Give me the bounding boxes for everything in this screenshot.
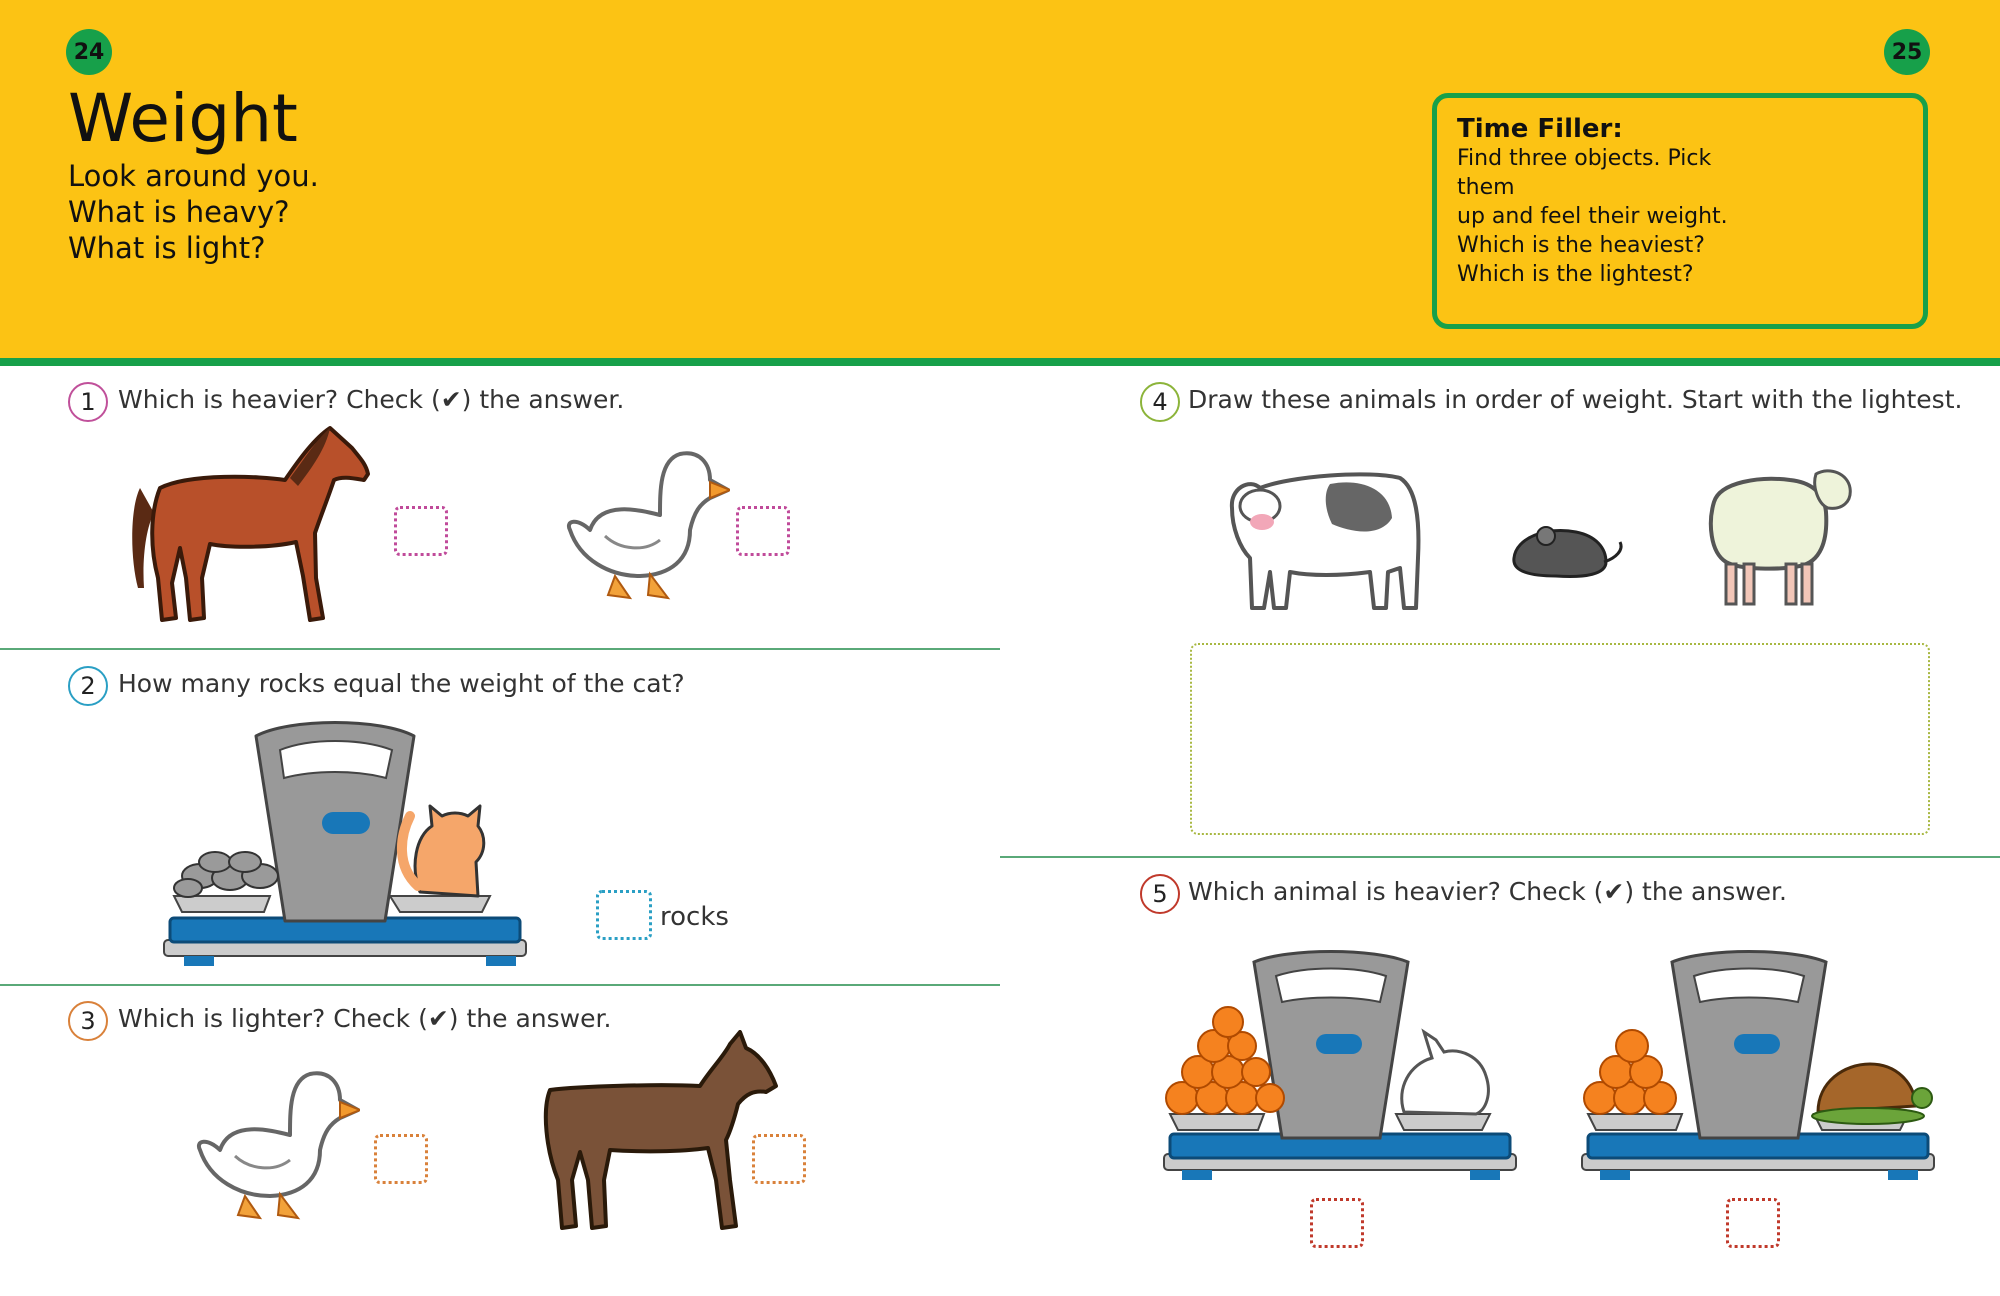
page-title: Weight xyxy=(68,80,298,157)
question-2-text: How many rocks equal the weight of the cat? xyxy=(118,669,685,698)
intro-line: What is heavy? xyxy=(68,195,290,229)
answer-checkbox[interactable] xyxy=(752,1134,806,1184)
scale-with-rabbit-icon xyxy=(1160,948,1520,1188)
intro-line: Look around you. xyxy=(68,159,319,193)
answer-checkbox[interactable] xyxy=(1310,1198,1364,1248)
question-2-number: 2 xyxy=(68,666,108,706)
question-3-text: Which is lighter? Check (✔) the answer. xyxy=(118,1004,612,1033)
rocks-answer-box[interactable] xyxy=(596,890,652,940)
duck-icon xyxy=(560,440,730,610)
question-4-text: Draw these animals in order of weight. Start with the lightest. xyxy=(1188,385,1963,414)
section-divider xyxy=(0,984,1000,986)
goat-icon xyxy=(540,1030,780,1240)
horse-icon xyxy=(120,418,380,638)
page-number-right: 25 xyxy=(1884,29,1930,75)
time-filler-line: Which is the heaviest? xyxy=(1457,233,1705,258)
time-filler-box xyxy=(1432,93,1928,329)
drawing-area[interactable] xyxy=(1190,643,1930,835)
mouse-icon xyxy=(1506,514,1626,584)
time-filler-line: Which is the lightest? xyxy=(1457,262,1694,287)
page-number-left: 24 xyxy=(66,29,112,75)
time-filler-line: up and feel their weight. xyxy=(1457,204,1728,229)
scale-with-tortoise-icon xyxy=(1578,948,1938,1188)
answer-checkbox[interactable] xyxy=(1726,1198,1780,1248)
section-divider xyxy=(1000,856,2000,858)
question-4-number: 4 xyxy=(1140,382,1180,422)
duck-icon xyxy=(190,1060,360,1230)
rocks-label: rocks xyxy=(660,902,729,932)
answer-checkbox[interactable] xyxy=(374,1134,428,1184)
question-1-number: 1 xyxy=(68,382,108,422)
question-5-number: 5 xyxy=(1140,874,1180,914)
intro-line: What is light? xyxy=(68,231,266,265)
question-5-text: Which animal is heavier? Check (✔) the answer. xyxy=(1188,877,1787,906)
cow-icon xyxy=(1220,448,1430,618)
scale-icon xyxy=(160,716,530,972)
section-divider xyxy=(0,648,1000,650)
answer-checkbox[interactable] xyxy=(736,506,790,556)
time-filler-text xyxy=(1457,144,1757,289)
header-divider xyxy=(0,358,2000,366)
intro-text xyxy=(68,158,319,266)
answer-checkbox[interactable] xyxy=(394,506,448,556)
time-filler-line: Find three objects. Pick them xyxy=(1457,146,1712,200)
question-1-text: Which is heavier? Check (✔) the answer. xyxy=(118,385,625,414)
time-filler-title: Time Filler: xyxy=(1457,114,1623,144)
sheep-icon xyxy=(1700,452,1860,612)
question-3-number: 3 xyxy=(68,1001,108,1041)
